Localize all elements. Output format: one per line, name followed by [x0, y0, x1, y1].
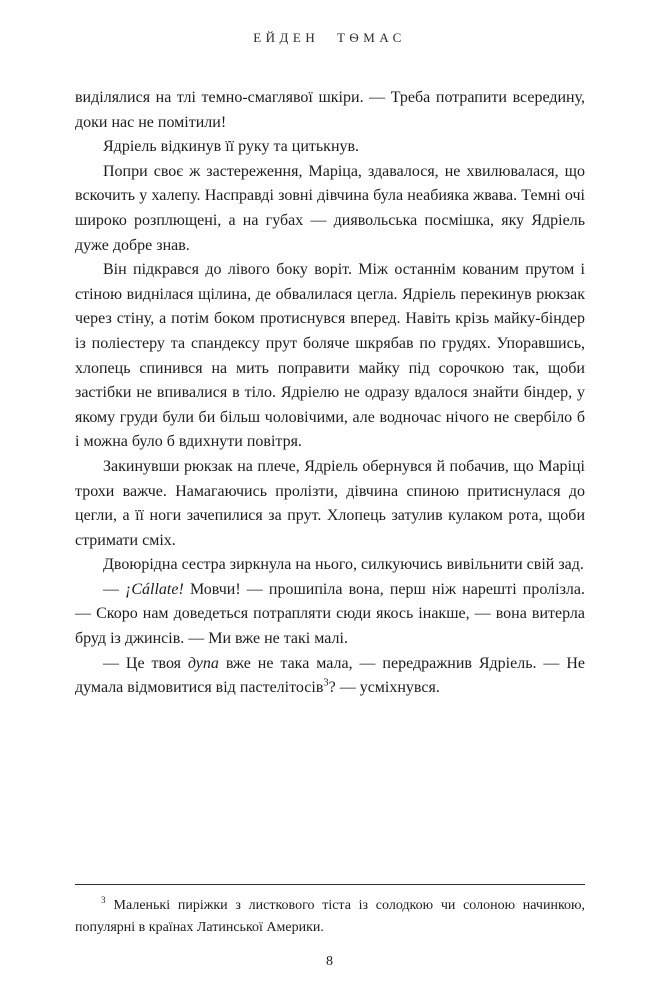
paragraph	[75, 578, 585, 652]
footnote-text: Маленькі пиріжки з листкового тіста із солодкою чи солоною начинкою, популярні в країнах Латинської Америки.	[75, 898, 585, 935]
paragraph-text: Двоюрідна сестра зиркнула на нього, силкуючись вивільнити свій зад.	[103, 556, 584, 574]
paragraph-text: Закинувши рюкзак на плече, Ядріель обернувся й побачив, що Маріці трохи важче. Намагаючись пролізти, дівчина спиною притиснулася до цегли, а її ноги зачепилися за прут. Хлопець затулив кулаком рота, щоби стримати сміх.	[75, 457, 585, 549]
paragraph-text: вже не така мала, — передражнив Ядріель. — Не думала відмовитися від пастелітосів	[75, 654, 585, 697]
paragraph-text: виділялися на тлі темно-смаглявої шкіри. — Треба потрапити всередину, доки нас не помітили!	[75, 89, 585, 131]
paragraph-text: —	[103, 580, 126, 598]
paragraph-text: ? — усміхнувся.	[328, 679, 440, 697]
body-text	[75, 86, 585, 701]
paragraph-text: Мовчи! — прошипіла вона, перш ніж нарешті пролізла. — Скоро нам доведеться потрапляти сюди якось інакше, — вона витерла бруд із джинсів. — Ми вже не такі малі.	[75, 580, 585, 648]
footnote	[75, 895, 585, 938]
paragraph	[75, 258, 585, 455]
paragraph	[75, 652, 585, 701]
running-header: ЕЙДЕН ТѲМАС	[253, 30, 406, 45]
paragraph-text: Ядріель відкинув її руку та цитькнув.	[103, 138, 360, 156]
paragraph-text-italic: дупа	[187, 654, 219, 672]
paragraph	[75, 135, 585, 160]
paragraph-text: Попри своє ж застереження, Маріца, здавалося, не хвилювалася, що вскочить у халепу. Насправді зовні дівчина була неабияка жвава. Темні очі широко розплющені, а на губах — диявольська посмішка, яку Ядріель дуже добре знав.	[75, 162, 585, 254]
paragraph-text-italic: ¡Cállate!	[125, 580, 184, 598]
footnote-reference: 3	[323, 677, 329, 689]
paragraph	[75, 455, 585, 553]
page-number: 8	[326, 954, 333, 969]
footnote-divider	[75, 884, 585, 885]
footnote-block	[75, 884, 585, 938]
paragraph-text: Він підкрався до лівого боку воріт. Між останнім кованим прутом і стіною виднілася щілина, де обвалилася цегла. Ядріель перекинув рюкзак через стіну, а потім боком протиснувся вперед. Навіть крізь майку-біндер із поліестеру та спандексу прут боляче шкрябав по грудях. Упоравшись, хлопець спинився на мить поправити майку під сорочкою так, щоби застібки не впивалися в тіло. Ядріелю не одразу вдалося знайти біндер, у якому груди були би більш чоловічими, але водночас нічого не свербіло б і можна було б вдихнути повітря.	[75, 261, 585, 451]
paragraph	[75, 86, 585, 135]
paragraph	[75, 160, 585, 258]
paragraph	[75, 553, 585, 578]
footnote-marker: 3	[101, 895, 106, 906]
paragraph-text: — Це твоя	[103, 654, 188, 672]
